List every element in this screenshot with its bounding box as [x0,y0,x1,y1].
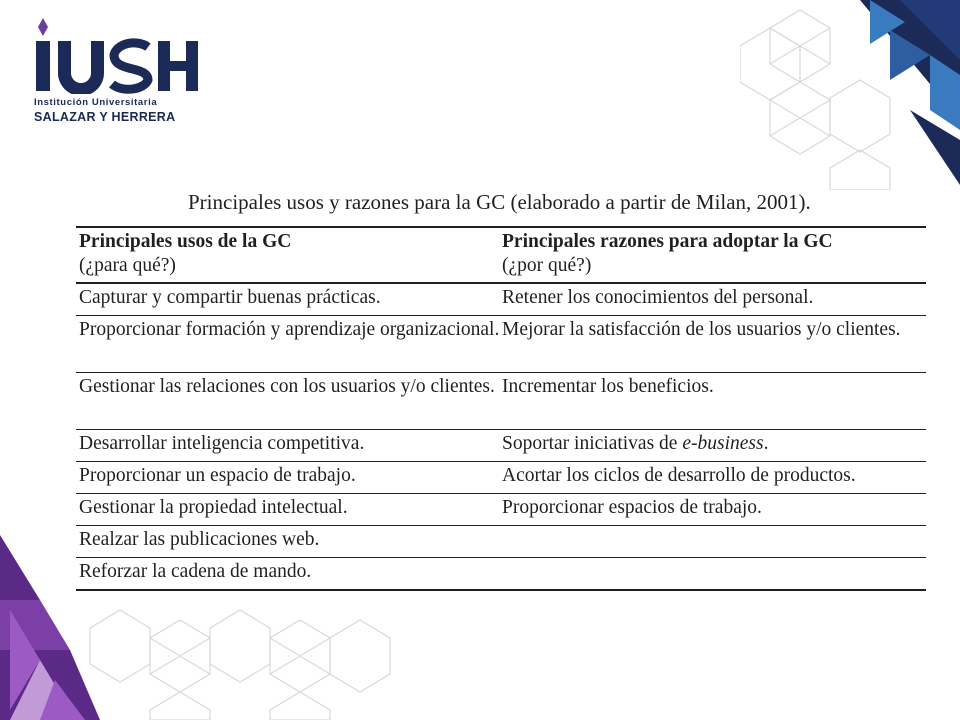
use-cell: Capturar y compartir buenas prácticas. [79,287,381,308]
reason-italic-term: e-business [682,433,764,454]
gc-uses-reasons-table [76,226,926,591]
table-row [76,283,926,316]
use-cell: Proporcionar formación y aprendizaje organizacional. [79,319,500,340]
iush-logo [32,14,202,124]
table-row [76,462,926,494]
reason-cell: Acortar los ciclos de desarrollo de productos. [502,465,856,486]
use-cell: Proporcionar un espacio de trabajo. [79,465,356,486]
table-row [76,526,926,558]
iush-logo-mark [32,14,202,94]
logo-institution-line: Institución Universitaria [34,97,158,108]
header-reasons [500,227,926,283]
table-row [76,558,926,591]
reason-cell: Retener los conocimientos del personal. [502,287,814,308]
decorative-hexagon-pattern-top-right [740,0,960,190]
header-reasons-subtitle: (¿por qué?) [502,255,592,276]
header-reasons-title: Principales razones para adoptar la GC [502,231,833,252]
reason-cell: Mejorar la satisfacción de los usuarios y/o clientes. [502,319,901,340]
reason-cell [500,526,926,558]
table-header-row [76,227,926,283]
header-uses-title: Principales usos de la GC [79,231,292,252]
logo-name-line: SALAZAR Y HERRERA [34,110,176,124]
reason-cell [500,558,926,591]
table-row [76,494,926,526]
reason-prefix: Soportar iniciativas de [502,433,683,454]
use-cell: Reforzar la cadena de mando. [79,561,312,582]
use-cell: Gestionar las relaciones con los usuarios y/o clientes. [79,376,495,397]
header-uses-subtitle: (¿para qué?) [79,255,176,276]
use-cell: Realzar las publicaciones web. [79,529,320,550]
reason-cell [500,430,926,462]
reason-suffix: . [763,433,769,454]
table-row [76,316,926,373]
header-uses [76,227,500,283]
table-caption: Principales usos y razones para la GC (elaborado a partir de Milan, 2001). [188,190,811,214]
use-cell: Gestionar la propiedad intelectual. [79,497,348,518]
reason-cell: Incrementar los beneficios. [502,376,714,397]
use-cell: Desarrollar inteligencia competitiva. [79,433,365,454]
table-row [76,373,926,430]
table-row [76,430,926,462]
reason-cell: Proporcionar espacios de trabajo. [502,497,762,518]
